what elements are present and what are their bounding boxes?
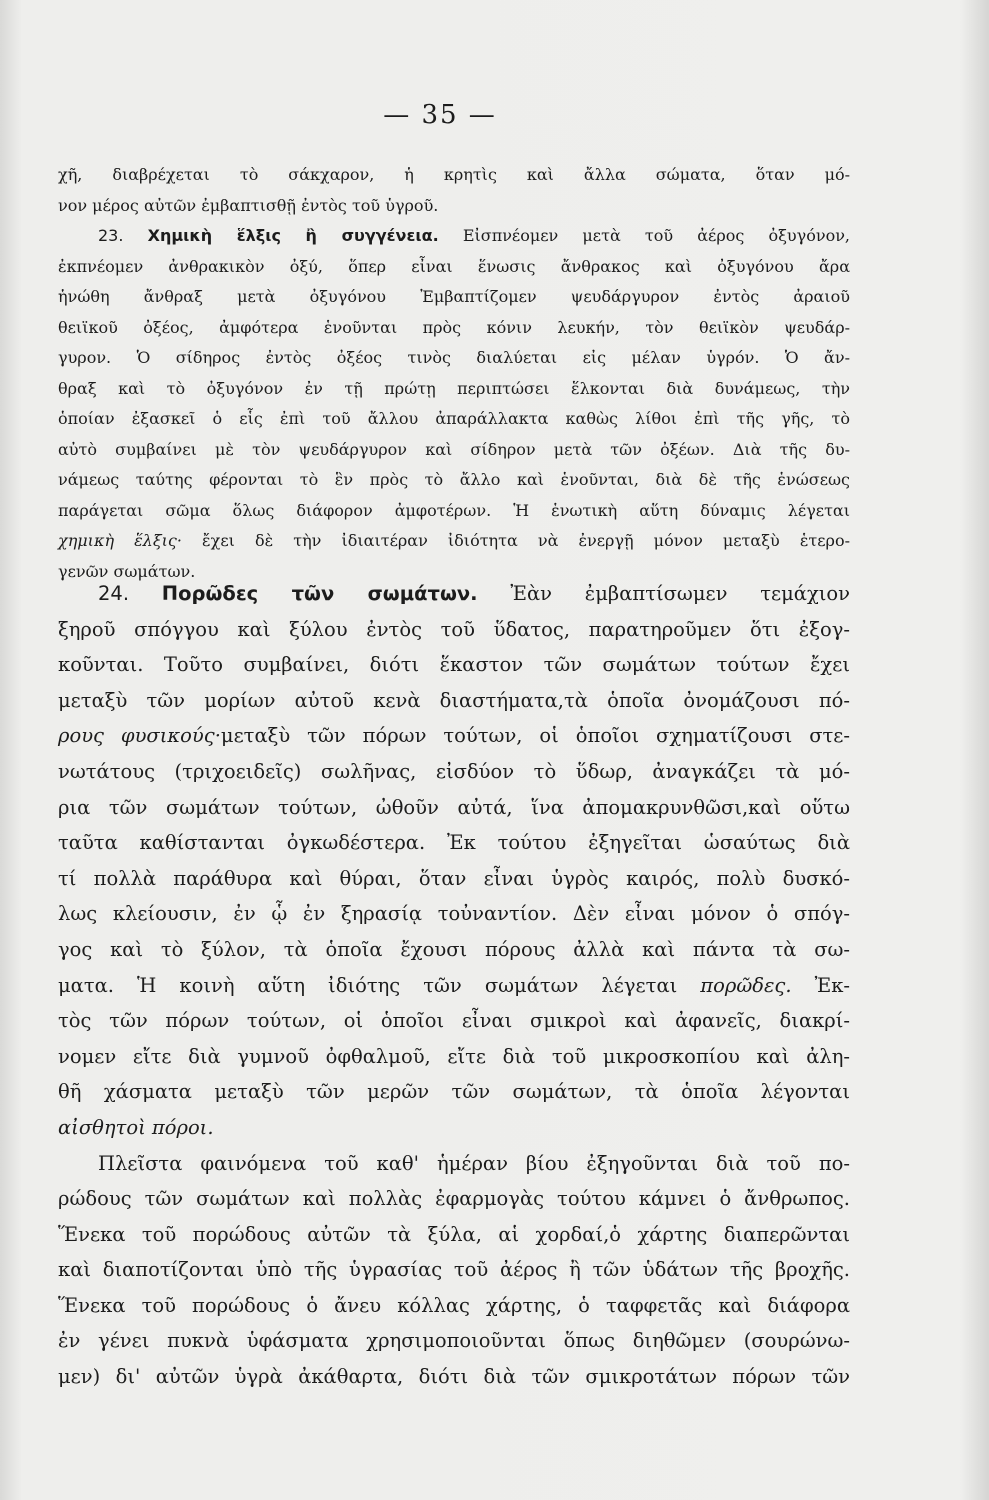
text-line: Πλεῖστα φαινόμενα τοῦ καθ' ἡμέραν βίου ἐξηγοῦνται διὰ τοῦ πο- — [98, 1151, 850, 1175]
text-line: τὸς τῶν πόρων τούτων, οἱ ὁποῖοι εἶναι σμικροὶ καὶ ἀφανεῖς, διακρί- — [58, 1009, 850, 1033]
text-line: ὁποίαν ἐξασκεῖ ὁ εἷς ἐπὶ τοῦ ἄλλου ἀπαράλλακτα καθὼς λίθοι ἐπὶ τῆς γῆς, τὸ — [58, 409, 850, 428]
text-block-lower — [58, 576, 850, 1395]
text-line: θειϊκοῦ ὀξέος, ἀμφότερα ἑνοῦνται πρὸς κόνιν λευκήν, τὸν θειϊκὸν ψευδάρ- — [58, 317, 850, 337]
section-heading: Πορῶδες τῶν σωμάτων. — [161, 582, 478, 605]
section-23-first-line — [58, 221, 850, 252]
text-span: ἔχει δὲ τὴν ἰδιαιτέραν ἰδιότητα νὰ ἐνεργῇ μόνον μεταξὺ ἑτερο- — [202, 531, 850, 550]
text-line: παράγεται σῶμα ὅλως διάφορον ἀμφοτέρων. Ἡ ἑνωτικὴ αὕτη δύναμις λέγεται — [58, 500, 850, 520]
text-line: ταῦτα καθίστανται ὀγκωδέστερα. Ἐκ τούτου ἐξηγεῖται ὡσαύτως διὰ — [58, 831, 850, 855]
section-number: 24. — [98, 582, 130, 605]
text-line: μεν) δι' αὐτῶν ὑγρὰ ἀκάθαρτα, διότι διὰ τῶν σμικροτάτων πόρων τῶν — [58, 1365, 850, 1389]
text-line: καὶ διαποτίζονται ὑπὸ τῆς ὑγρασίας τοῦ ἀέρος ἢ τῶν ὑδάτων τῆς βροχῆς. — [58, 1258, 850, 1282]
text-line-with-term — [58, 968, 850, 1004]
text-line: νομεν εἴτε διὰ γυμνοῦ ὀφθαλμοῦ, εἴτε διὰ τοῦ μικροσκοπίου καὶ ἀλη- — [58, 1044, 850, 1068]
italic-term: πορῶδες. — [700, 973, 792, 997]
italic-term: χημικὴ ἕλξις· — [58, 531, 182, 550]
text-line: ρια τῶν σωμάτων τούτων, ὠθοῦν αὐτά, ἵνα ἀπομακρυνθῶσι,καὶ οὕτω — [58, 795, 850, 819]
text-line: λως κλείουσιν, ἐν ᾧ ἐν ξηρασίᾳ τοὐναντίον. Δὲν εἶναι μόνον ὁ σπόγ- — [58, 902, 850, 926]
text-line: ἡνώθη ἄνθραξ μετὰ ὀξυγόνου Ἐμβαπτίζομεν ψευδάργυρον ἐντὸς ἀραιοῦ — [58, 287, 850, 306]
text-line: ρώδους τῶν σωμάτων καὶ πολλὰς ἐφαρμογὰς τούτου κάμνει ὁ ἄνθρωπος. — [58, 1187, 850, 1211]
text-span: Εἰσπνέομεν μετὰ τοῦ ἀέρος ὀξυγόνον, — [462, 226, 851, 245]
text-line: Ἕνεκα τοῦ πορώδους αὐτῶν τὰ ξύλα, αἱ χορδαί,ὁ χάρτης διαπερῶνται — [58, 1222, 850, 1246]
text-line: ἐκπνέομεν ἀνθρακικὸν ὀξύ, ὅπερ εἶναι ἕνωσις ἄνθρακος καὶ ὀξυγόνου ἄρα — [58, 256, 850, 276]
text-line: γενῶν σωμάτων. — [58, 561, 196, 581]
text-line: μεταξὺ τῶν μορίων αὐτοῦ κενὰ διαστήματα,τὰ ὁποῖα ὀνομάζουσι πό- — [58, 688, 850, 712]
text-line: χῆ, διαβρέχεται τὸ σάκχαρον, ἡ κρητὶς καὶ ἄλλα σώματα, ὅταν μό- — [58, 165, 850, 184]
text-line: γυρον. Ὁ σίδηρος ἐντὸς ὀξέος τινὸς διαλύεται εἰς μέλαν ὑγρόν. Ὁ ἄν- — [58, 348, 850, 367]
text-line: κοῦνται. Τοῦτο συμβαίνει, διότι ἕκαστον τῶν σωμάτων τούτων ἔχει — [58, 653, 850, 677]
section-heading: Χημικὴ ἕλξις ἢ συγγένεια. — [147, 226, 439, 245]
page-number: — 35 — — [383, 100, 497, 130]
text-line: νωτάτους (τριχοειδεῖς) σωλῆνας, εἰσδύον τὸ ὕδωρ, ἀναγκάζει τὰ μό- — [58, 759, 850, 783]
text-line: ξηροῦ σπόγγου καὶ ξύλου ἐντὸς τοῦ ὕδατος, παρατηροῦμεν ὅτι ἐξογ- — [58, 617, 850, 641]
text-line-with-term — [58, 718, 850, 754]
text-line: θραξ καὶ τὸ ὀξυγόνον ἐν τῇ πρώτῃ περιπτώσει ἕλκονται διὰ δυνάμεως, τὴν — [58, 378, 850, 398]
text-block-upper — [58, 160, 850, 587]
text-line: θῆ χάσματα μεταξὺ τῶν μερῶν τῶν σωμάτων, τὰ ὁποῖα λέγονται — [58, 1080, 850, 1104]
section-number: 23. — [98, 226, 124, 245]
text-line-with-term — [58, 526, 850, 557]
italic-term: αἰσθητοὶ πόροι. — [58, 1115, 214, 1139]
text-line: γος καὶ τὸ ξύλον, τὰ ὁποῖα ἔχουσι πόρους ἀλλὰ καὶ πάντα τὰ σω- — [58, 937, 850, 961]
text-line: νάμεως ταύτης φέρονται τὸ ἓν πρὸς τὸ ἄλλο καὶ ἑνοῦνται, διὰ δὲ τῆς ἑνώσεως — [58, 470, 850, 489]
text-span: μεταξὺ τῶν πόρων τούτων, οἱ ὁποῖοι σχηματίζουσι στε- — [220, 724, 850, 748]
text-line: τί πολλὰ παράθυρα καὶ θύραι, ὅταν εἶναι ὑγρὸς καιρός, πολὺ δυσκό- — [58, 866, 850, 890]
section-24-first-line — [58, 576, 850, 612]
text-line: αὐτὸ συμβαίνει μὲ τὸν ψευδάργυρον καὶ σίδηρον μετὰ τῶν ὀξέων. Διὰ τῆς δυ- — [58, 439, 850, 459]
text-line: ἐν γένει πυκνὰ ὑφάσματα χρησιμοποιοῦνται ὅπως διηθῶμεν (σουρώνω- — [58, 1329, 850, 1353]
text-line: Ἕνεκα τοῦ πορώδους ὁ ἄνευ κόλλας χάρτης, ὁ ταφφετᾶς καὶ διάφορα — [58, 1293, 850, 1317]
text-line: νον μέρος αὐτῶν ἐμβαπτισθῇ ἐντὸς τοῦ ὑγροῦ. — [58, 195, 439, 215]
text-span: Ἐκ- — [814, 973, 850, 997]
italic-term: ρους φυσικούς· — [58, 724, 221, 748]
text-span: Ἐὰν ἐμβαπτίσωμεν τεμάχιον — [510, 582, 851, 605]
text-span: ματα. Ἡ κοινὴ αὕτη ἰδιότης τῶν σωμάτων λέγεται — [58, 973, 678, 997]
